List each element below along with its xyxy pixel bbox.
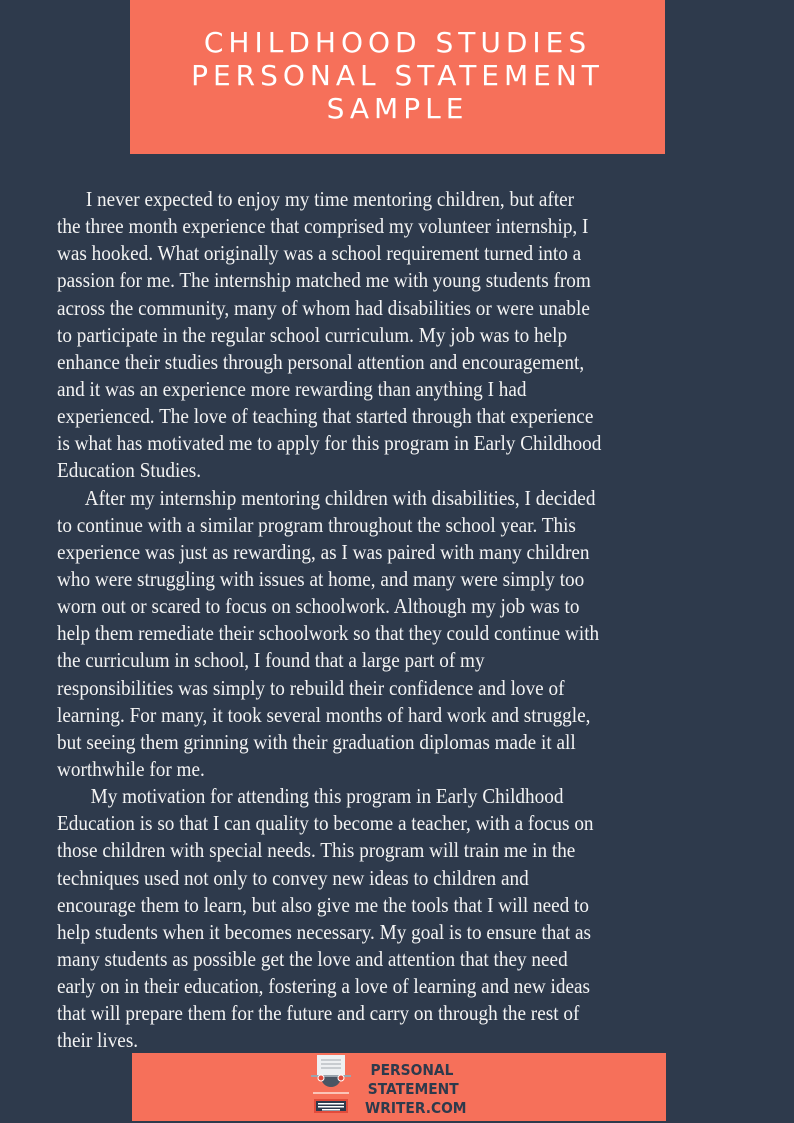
text-line: those children with special needs. This program will train me in the — [57, 838, 576, 863]
page-title — [130, 26, 665, 125]
text-line: Education Studies. — [57, 458, 202, 483]
statement-body — [57, 186, 734, 1055]
text-line: early on in their education, fostering a love of learning and new ideas — [57, 974, 591, 999]
text-line: but seeing them grinning with their graduation diplomas made it all — [57, 729, 576, 754]
text-line: enhance their studies through personal attention and encouragement, — [57, 349, 585, 374]
text-line: learning. For many, it took several months of hard work and struggle, — [57, 702, 591, 727]
text-line: their lives. — [57, 1028, 139, 1053]
logo-line: STATEMENT — [367, 1080, 459, 1098]
text-line: many students as possible get the love and attention that they need — [57, 946, 568, 971]
text-line: After my internship mentoring children with disabilities, I decided — [57, 485, 596, 510]
text-line: help students when it becomes necessary. My goal is to ensure that as — [57, 919, 591, 944]
text-line: responsibilities was simply to rebuild their confidence and love of — [57, 675, 565, 700]
text-line: passion for me. The internship matched me with young students from — [57, 268, 591, 293]
text-line: and it was an experience more rewarding than anything I had — [57, 376, 527, 401]
text-line: techniques used not only to convey new ideas to children and — [57, 865, 529, 890]
text-line: to continue with a similar program throughout the school year. This — [57, 512, 576, 537]
text-line: My motivation for attending this program in Early Childhood — [57, 784, 564, 809]
text-line: experienced. The love of teaching that started through that experience — [57, 404, 594, 429]
text-line: that will prepare them for the future and carry on through the rest of — [57, 1001, 580, 1026]
text-line: encourage them to learn, but also give me the tools that I will need to — [57, 892, 590, 917]
title-line: PERSONAL STATEMENT — [191, 59, 604, 92]
text-line: worn out or scared to focus on schoolwork. Although my job was to — [57, 594, 580, 619]
text-line: who were struggling with issues at home, and many were simply too — [57, 566, 585, 591]
text-line: worthwhile for me. — [57, 756, 205, 781]
text-line: Education is so that I can quality to become a teacher, with a focus on — [57, 811, 594, 836]
text-line: across the community, many of whom had disabilities or were unable — [57, 295, 590, 320]
text-line: is what has motivated me to apply for this program in Early Childhood — [57, 431, 602, 456]
typewriter-icon — [309, 1055, 353, 1117]
title-line: CHILDHOOD STUDIES — [203, 26, 592, 59]
text-line: to participate in the regular school curriculum. My job was to help — [57, 322, 568, 347]
logo-text — [365, 1061, 467, 1118]
logo-line: PERSONAL — [370, 1061, 454, 1079]
text-line: the curriculum in school, I found that a large part of my — [57, 648, 485, 673]
title-banner — [130, 0, 665, 154]
text-line: was hooked. What originally was a school requirement turned into a — [57, 241, 582, 266]
text-line: I never expected to enjoy my time mentoring children, but after — [57, 187, 575, 211]
text-line: help them remediate their schoolwork so that they could continue with — [57, 621, 600, 646]
text-line: experience was just as rewarding, as I was paired with many children — [57, 539, 590, 564]
footer-logo-banner[interactable] — [132, 1053, 666, 1121]
title-line: SAMPLE — [326, 92, 469, 125]
text-line: the three month experience that comprised my volunteer internship, I — [57, 214, 589, 239]
logo-line: WRITER.COM — [365, 1099, 467, 1117]
